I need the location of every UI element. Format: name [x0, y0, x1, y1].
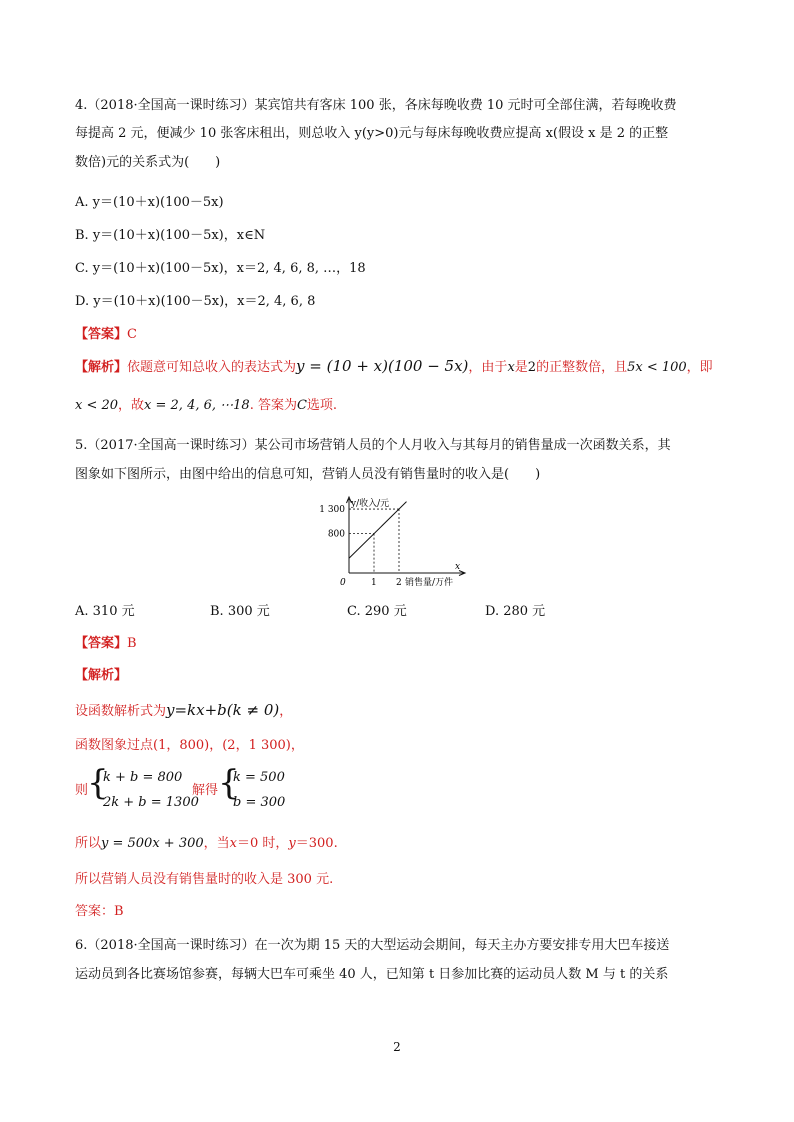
x-tick-2: 2 [396, 578, 402, 588]
q5-stem-line2: 图象如下图所示，由图中给出的信息可知，营销人员没有销售量时的收入是( ) [75, 467, 541, 482]
q4-analysis-ineq2: x < 20 [75, 398, 119, 413]
q4-analysis-text5: ，即 [686, 360, 713, 375]
q4-analysis-option: 选项. [306, 398, 338, 413]
q5-sys2-top: k = 500 [233, 770, 285, 785]
y-tick-800: 800 [327, 529, 345, 540]
q5-final-answer: 答案：B [75, 904, 124, 919]
q4-analysis-two: 2 [527, 360, 537, 375]
q4-option-d: D. y＝(10＋x)(100－5x)，x＝2, 4, 6, 8 [75, 294, 316, 309]
q5-option-b: B. 300 元 [210, 604, 270, 619]
q4-analysis-text3: 是 [514, 360, 528, 375]
q6-stem-line1: 6.（2018·全国高一课时练习）在一次为期 15 天的大型运动会期间，每天主办方要安排专用大巴车接送 [75, 938, 670, 953]
q4-answer-label: 【答案】 [75, 327, 128, 342]
y-tick-1300: 1 300 [319, 505, 345, 516]
q5-sol-line5: 所以营销人员没有销售量时的收入是 300 元. [75, 872, 334, 887]
q4-analysis-label: 【解析】 [75, 360, 128, 375]
brace-2: { [218, 763, 240, 803]
x-axis-label: x [455, 562, 461, 572]
q4-analysis-so: ，故 [118, 398, 145, 413]
q5-sol4-b: ，当 [203, 836, 230, 851]
q4-analysis-text: 依题意可知总收入的表达式为 [127, 360, 297, 375]
q4-option-c: C. y＝(10＋x)(100－5x)，x＝2, 4, 6, 8, …，18 [75, 261, 366, 276]
q6-stem-line2: 运动员到各比赛场馆参赛，每辆大巴车可乘坐 40 人，已知第 t 日参加比赛的运动员人数 M 与 t 的关系 [75, 967, 669, 982]
q5-answer [75, 635, 137, 653]
q5-sol-line2: 函数图象过点(1，800)，(2，1 300)， [75, 738, 304, 753]
x-tick-1: 1 [371, 578, 377, 588]
q5-sol4-f: ＝300. [295, 836, 338, 851]
q5-answer-label: 【答案】 [75, 636, 128, 651]
series-line [349, 502, 407, 559]
page-number: 2 [393, 1040, 401, 1054]
q4-stem-line1: 4.（2018·全国高一课时练习）某宾馆共有客床 100 张，各床每晚收费 10 元时可全部住满，若每晚收费 [75, 98, 677, 113]
q4-stem-line2: 每提高 2 元，便减少 10 张客床租出，则总收入 y(y>0)元与每床每晚收费应提高 x(假设 x 是 2 的正整 [75, 126, 669, 141]
q5-sol4-x: x [229, 836, 237, 851]
q5-option-a: A. 310 元 [75, 604, 135, 619]
q4-analysis-line2 [75, 397, 337, 415]
q4-analysis-text2: ，由于 [468, 360, 508, 375]
q5-answer-value: B [127, 636, 137, 651]
q4-analysis-ineq: 5x < 100 [627, 360, 687, 375]
x-tick-0: 0 [340, 578, 346, 588]
q5-stem-line1: 5.（2017·全国高一课时练习）某公司市场营销人员的个人月收入与其每月的销售量成一次函数关系，其 [75, 438, 671, 453]
q4-answer [75, 326, 137, 344]
q4-analysis-answer-is: . 答案为 [249, 398, 297, 413]
q5-analysis-label: 【解析】 [75, 668, 128, 683]
q5-sys1-bot: 2k + b = 1300 [103, 795, 199, 810]
q4-stem-line3: 数倍)元的关系式为( ) [75, 155, 221, 170]
q4-analysis-line1 [75, 357, 713, 377]
q5-sol1-formula: y=kx+b(k ≠ 0) [166, 701, 280, 719]
q5-sol4-d: ＝0 时， [237, 836, 289, 851]
q5-sol4-formula: y = 500x + 300 [101, 836, 204, 851]
q5-solve: 解得 [192, 783, 219, 798]
q4-analysis-values: x = 2, 4, 6, ⋯18 [144, 398, 250, 413]
brace-1: { [87, 763, 109, 803]
x-axis-caption: 销售量/万件 [405, 578, 454, 588]
q5-sol1-end: ， [279, 704, 293, 719]
q4-analysis-c: C [296, 398, 307, 413]
q5-sys2-bot: b = 300 [233, 795, 286, 810]
q5-sol-line4 [75, 835, 338, 853]
q5-sol4-a: 所以 [75, 836, 102, 851]
q5-sys1-top: k + b = 800 [103, 770, 183, 785]
q4-option-b: B. y＝(10＋x)(100－5x)，x∈N [75, 228, 266, 243]
q5-sol-line1 [75, 701, 292, 721]
q5-then: 则 [75, 783, 89, 798]
q5-option-d: D. 280 元 [485, 604, 546, 619]
q4-option-a: A. y＝(10＋x)(100－5x) [75, 195, 224, 210]
q5-sol1-text: 设函数解析式为 [75, 704, 167, 719]
y-axis-label: y/收入/元 [351, 499, 390, 509]
q4-analysis-x: x [507, 360, 515, 375]
q5-chart [315, 495, 480, 590]
q4-answer-value: C [127, 327, 137, 342]
q5-option-c: C. 290 元 [347, 604, 407, 619]
q4-analysis-text4: 的正整数倍，且 [536, 360, 628, 375]
q5-sol4-y: y [288, 836, 296, 851]
q4-analysis-formula: y = (10 + x)(100 − 5x) [296, 357, 469, 375]
